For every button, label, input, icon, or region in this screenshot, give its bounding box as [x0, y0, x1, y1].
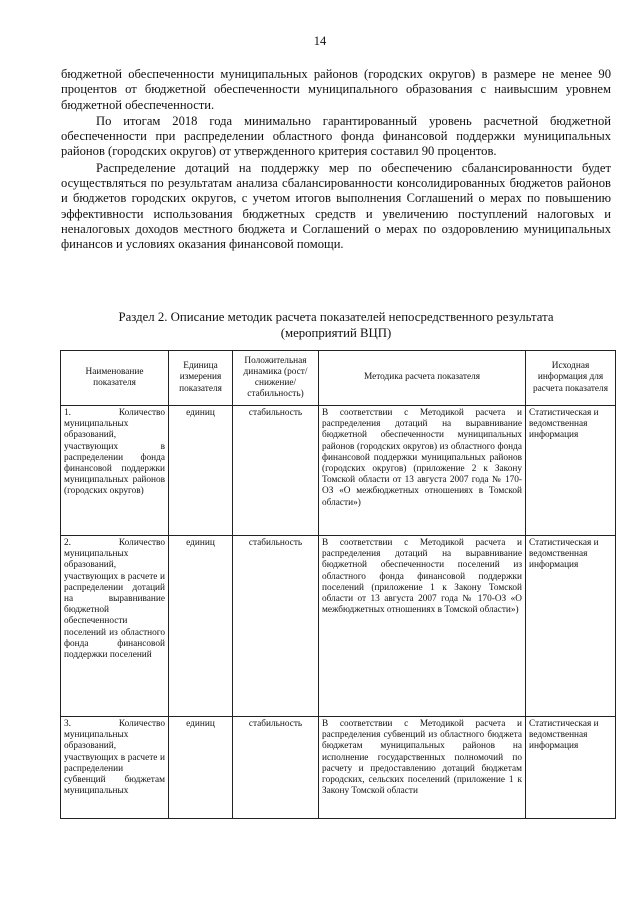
- header-method: Методика расчета показателя: [319, 351, 526, 406]
- cell-method: В соответствии с Методикой расчета и распределения дотаций на выравнивание бюджетной обеспеченности поселений из областного фонда финансовой поддержки поселений (приложение 1 к Закону Томской области от 13 августа 2007 года № 170-ОЗ «О межбюджетных отношениях в Томской области»): [319, 536, 526, 717]
- table-row: [61, 717, 616, 819]
- cell-method: В соответствии с Методикой расчета и распределения дотаций на выравнивание бюджетной обеспеченности муниципальных районов (городских округов) из областного фонда финансовой поддержки муниципальных районов (городских округов) (приложение 2 к Закону Томской области от 13 августа 2007 года № 170-ОЗ «О межбюджетных отношениях в Томской области»): [319, 406, 526, 536]
- section-title-line: (мероприятий ВЦП): [280, 325, 392, 340]
- table-row: [61, 406, 616, 536]
- cell-dynamics: стабильность: [233, 406, 319, 536]
- cell-source: Статистическая и ведомственная информация: [526, 536, 616, 717]
- body-text: [61, 67, 611, 253]
- page-number: 14: [313, 34, 327, 48]
- paragraph: По итогам 2018 года минимально гарантированный уровень расчетной бюджетной обеспеченности при распределении областного фонда финансовой поддержки муниципальных районов (городских округов) от утвержденного критерия составил 90 процентов.: [61, 113, 611, 159]
- section-title: [61, 310, 611, 341]
- cell-unit: единиц: [169, 717, 233, 819]
- table-header-row: [61, 351, 616, 406]
- cell-name: 1. Количество муниципальных образований, участвующих в распределении фонда финансовой поддержки муниципальных районов (городских округов): [61, 406, 169, 536]
- paragraph: бюджетной обеспеченности муниципальных районов (городских округов) в размере не менее 90 процентов от бюджетной обеспеченности муниципального образования с наивысшим уровнем бюджетной обеспеченности.: [61, 67, 611, 112]
- cell-source: Статистическая и ведомственная информация: [526, 717, 616, 819]
- cell-method: В соответствии с Методикой расчета и распределения субвенций из областного бюджета бюджетам муниципальных районов на исполнение государственных полномочий по расчету и предоставлению дотаций бюджетам городских, сельских поселений (приложение 1 к Закону Томской области: [319, 717, 526, 819]
- indicators-table: [60, 350, 616, 819]
- cell-dynamics: стабильность: [233, 536, 319, 717]
- paragraph: Распределение дотаций на поддержку мер по обеспечению сбалансированности будет осуществляться по результатам анализа сбалансированности консолидированных бюджетов районов и бюджетов городских округов, с учетом итогов выполнения Соглашений о мерах по повышению эффективности использования бюджетных средств и увеличению поступлений налоговых и неналоговых доходов местного бюджета и Соглашений о мерах по оздоровлению муниципальных финансов и условиях оказания финансовой помощи.: [61, 160, 611, 252]
- header-source: Исходная информация для расчета показателя: [526, 351, 616, 406]
- cell-unit: единиц: [169, 536, 233, 717]
- cell-name: 3. Количество муниципальных образований, участвующих в расчете и распределении субвенций бюджетам муниципальных: [61, 717, 169, 819]
- header-unit: Единица измерения показателя: [169, 351, 233, 406]
- header-dynamics: Положительная динамика (рост/снижение/стабильность): [233, 351, 319, 406]
- section-title-line: Раздел 2. Описание методик расчета показателей непосредственного результата: [118, 310, 554, 324]
- table-row: [61, 536, 616, 717]
- header-name: Наименование показателя: [61, 351, 169, 406]
- cell-source: Статистическая и ведомственная информация: [526, 406, 616, 536]
- cell-unit: единиц: [169, 406, 233, 536]
- cell-name: 2. Количество муниципальных образований, участвующих в расчете и распределении дотаций на выравнивание бюджетной обеспеченности поселений из областного фонда финансовой поддержки поселений: [61, 536, 169, 717]
- cell-dynamics: стабильность: [233, 717, 319, 819]
